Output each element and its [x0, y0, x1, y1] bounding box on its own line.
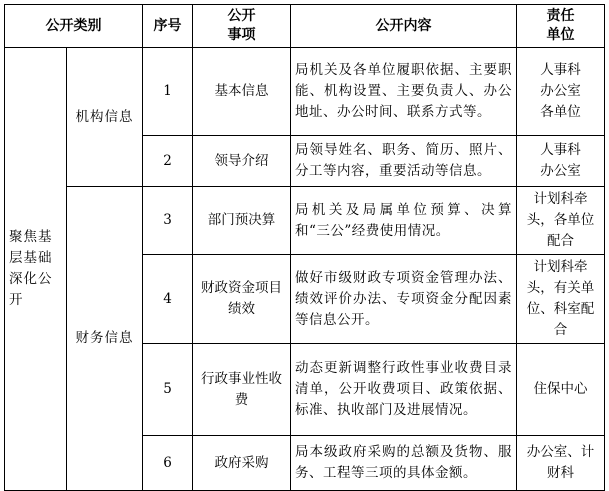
- item-cell: 行政事业性收费: [193, 344, 291, 436]
- item-cell: 财政资金项目绩效: [193, 255, 291, 344]
- unit-cell: 人事科 办公室: [517, 136, 605, 187]
- unit-cell: 办公室、计财科: [517, 436, 605, 491]
- header-item: 公开 事项: [193, 5, 291, 48]
- content-cell: 局领导姓名、职务、简历、照片、分工等内容，重要活动等信息。: [291, 136, 517, 187]
- seq-cell: 2: [143, 136, 193, 187]
- content-cell: 局机关及各单位履职依据、主要职能、机构设置、主要负责人、办公地址、办公时间、联系方式等。: [291, 48, 517, 136]
- seq-cell: 4: [143, 255, 193, 344]
- content-cell: 局本级政府采购的总额及货物、服务、工程等三项的具体金额。: [291, 436, 517, 491]
- content-cell: 局机关及局属单位预算、决算和“三公”经费使用情况。: [291, 187, 517, 255]
- seq-cell: 1: [143, 48, 193, 136]
- table-row: [5, 187, 605, 255]
- seq-cell: 5: [143, 344, 193, 436]
- item-cell: 基本信息: [193, 48, 291, 136]
- group-label-cell: 机构信息: [67, 48, 143, 187]
- unit-cell: 计划科牵头，各单位配合: [517, 187, 605, 255]
- seq-cell: 3: [143, 187, 193, 255]
- unit-cell: 人事科 办公室 各单位: [517, 48, 605, 136]
- disclosure-table: [4, 4, 605, 491]
- table-header: [5, 5, 605, 48]
- header-row: [5, 5, 605, 48]
- category-top-cell: 聚焦基层基础深化公开: [5, 48, 67, 491]
- table-body: [5, 48, 605, 491]
- content-cell: 做好市级财政专项资金管理办法、绩效评价办法、专项资金分配因素等信息公开。: [291, 255, 517, 344]
- header-category: 公开类别: [5, 5, 143, 48]
- group-label-cell: 财务信息: [67, 187, 143, 491]
- header-unit: 责任 单位: [517, 5, 605, 48]
- unit-cell: 住保中心: [517, 344, 605, 436]
- header-seq: 序号: [143, 5, 193, 48]
- header-content: 公开内容: [291, 5, 517, 48]
- item-cell: 领导介绍: [193, 136, 291, 187]
- seq-cell: 6: [143, 436, 193, 491]
- unit-cell: 计划科牵头，有关单位、科室配合: [517, 255, 605, 344]
- item-cell: 部门预决算: [193, 187, 291, 255]
- item-cell: 政府采购: [193, 436, 291, 491]
- table-row: [5, 48, 605, 136]
- content-cell: 动态更新调整行政性事业收费目录清单，公开收费项目、政策依据、标准、执收部门及进展情况。: [291, 344, 517, 436]
